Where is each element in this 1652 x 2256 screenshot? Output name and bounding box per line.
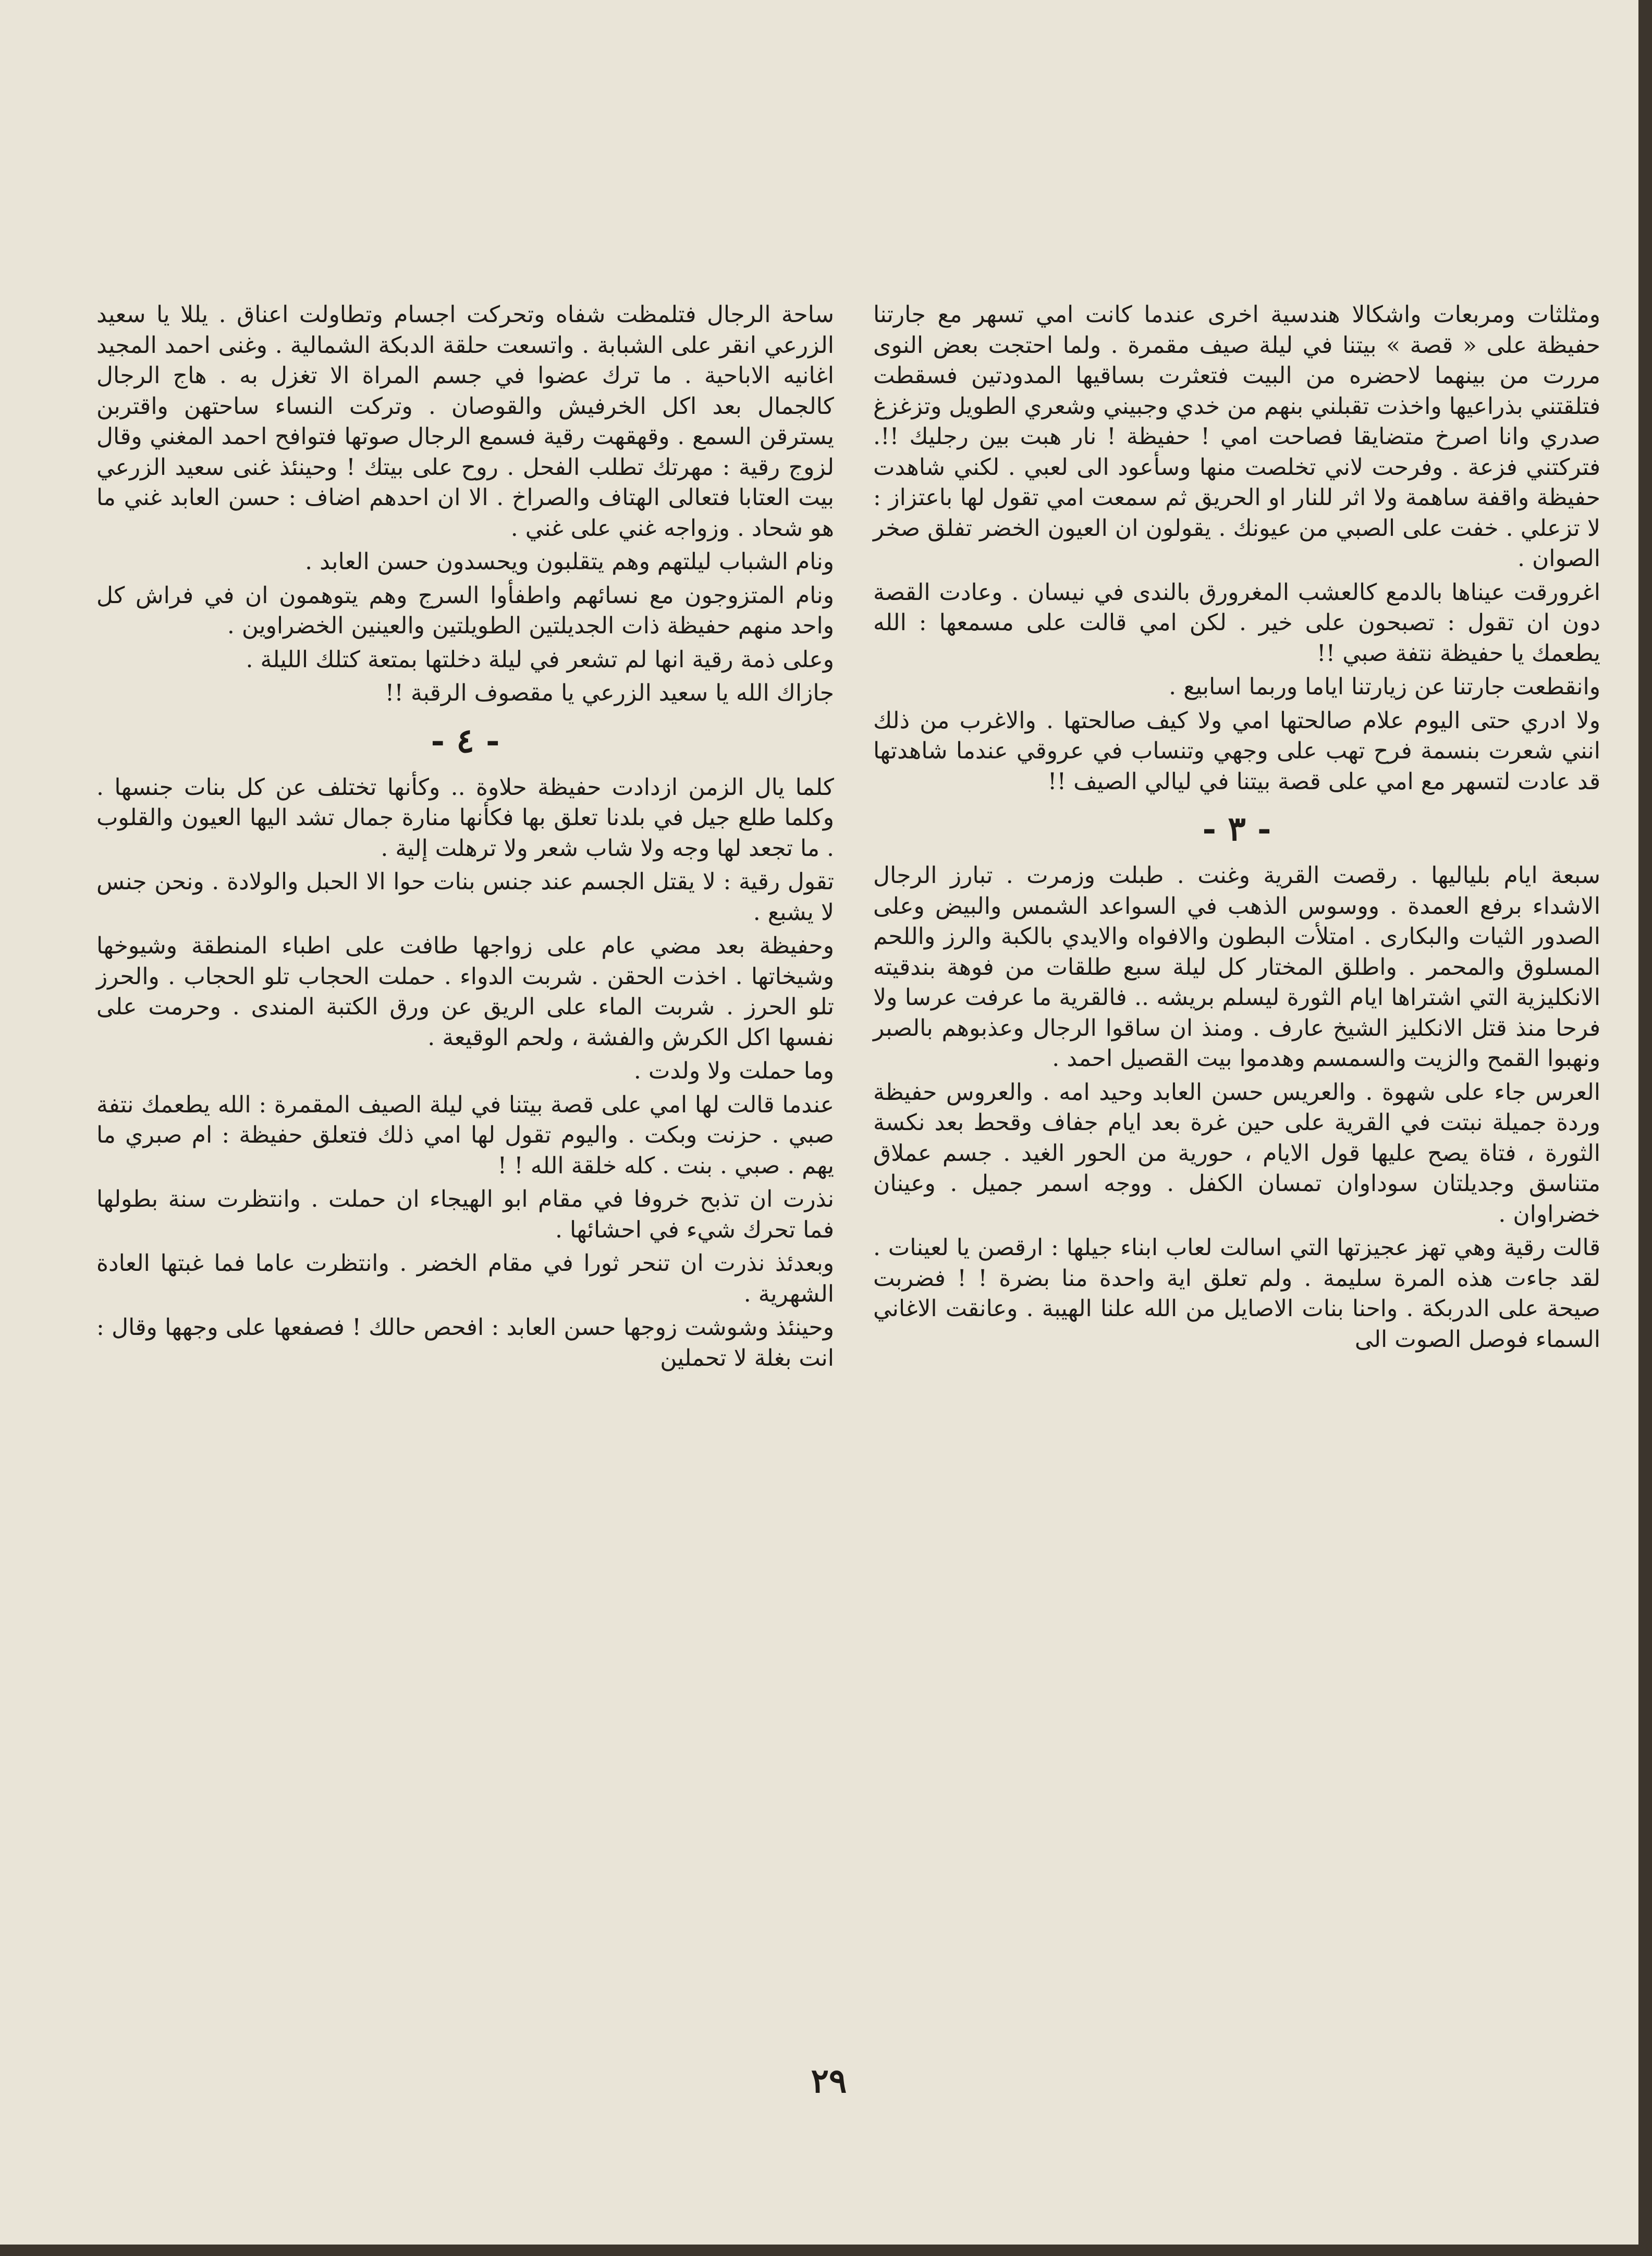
paragraph: وبعدئذ نذرت ان تنحر ثورا في مقام الخضر . وانتظرت عاما فما غبتها العادة الشهرية . [96,1250,834,1307]
paragraph: جازاك الله يا سعيد الزرعي يا مقصوف الرقبة !! [385,680,834,706]
paragraph: تقول رقية : لا يقتل الجسم عند جنس بنات حوا الا الحبل والولادة . ونحن جنس لا يشبع . [96,868,834,926]
paragraph: وانقطعت جارتنا عن زيارتنا اياما وربما اسابيع . [1169,673,1600,700]
section-number: - ٣ - [1202,810,1271,849]
paragraph: عندما قالت لها امي على قصة بيتنا في ليلة الصيف المقمرة : الله يطعمك نتفة صبي . حزنت وبكت . واليوم تقول لها امي ذلك فتعلق حفيظة : ام صبري ما يهم . صبي . بنت . كله خلقة الله ! ! [96,1091,834,1179]
page-edge-right [1638,0,1652,2256]
paragraph: وحفيظة بعد مضي عام على زواجها طافت على اطباء المنطقة وشيوخها وشيخاتها . اخذت الحقن . شربت الدواء . حملت الحجاب تلو الحجاب . والحرز تلو الحرز . شربت الماء على الريق عن ورق الكتبة المندى . وحرمت على نفسها اكل الكرش والفشة ، ولحم الوقيعة . [96,933,834,1051]
page-edge-bottom [0,2245,1652,2256]
paragraph: كلما يال الزمن ازدادت حفيظة حلاوة .. وكأنها تختلف عن كل بنات جنسها . وكلما طلع جيل في بلدنا تعلق بها فكأنها منارة جمال تشد اليها العيون والقلوب . ما تجعد لها وجه ولا شاب شعر ولا ترهلت إلية . [96,774,834,862]
paragraph: اغرورقت عيناها بالدمع كالعشب المغرورق بالندى في نيسان . وعادت القصة دون ان تقول : تصبحون على خير . لكن امي قالت على مسمعها : الله يطعمك يا حفيظة نتفة صبي !! [873,579,1600,667]
paragraph: سبعة ايام بلياليها . رقصت القرية وغنت . طبلت وزمرت . تبارز الرجال الاشداء برفع العمدة . ووسوس الذهب في السواعد الشمس والبيض وعلى الصدور الثيات والبكارى . امتلأت البطون والافواه والايدي بالكبة والرز واللحم المسلوق والمحمر . واطلق المختار كل ليلة سبع طلقات من فوهة بندقيته الانكليزية التي اشتراها ايام الثورة ليسلم بريشه .. فالقرية ما عرفت عرسا ولا فرحا منذ قتل الانكليز الشيخ عارف . ومنذ ان ساقوا الرجال وعذبوهم بالصبر ونهبوا القمح والزيت والسمسم وهدموا بيت القصيل احمد . [873,862,1600,1072]
paragraph: العرس جاء على شهوة . والعريس حسن العابد وحيد امه . والعروس حفيظة وردة جميلة نبتت في القرية على حين غرة بعد ايام جفاف وقحط بعد نكسة الثورة ، فتاة يصح عليها قول الايام ، حورية من الحور الغيد . جسم عملاق متناسق وجديلتان سوداوان تمسان الكفل . ووجه اسمر جميل . وعينان خضراوان . [873,1078,1600,1228]
paragraph: ونام الشباب ليلتهم وهم يتقلبون ويحسدون حسن العابد . [305,548,834,575]
paragraph: وحينئذ وشوشت زوجها حسن العابد : افحص حالك ! فصفعها على وجهها وقال : انت بغلة لا تحملين [96,1314,834,1371]
paragraph: ومثلثات ومربعات واشكالا هندسية اخرى عندما كانت امي تسهر مع جارتنا حفيظة على « قصة » بيتنا في ليلة صيف مقمرة . ولما احتجت بعض النوى مررت من بينهما لاحضره من البيت فتعثرت بساقيها المدودتين فسقطت فتلقتني بذراعيها واخذت تقبلني بنهم من خدي وجبيني وشعري الطويل وتزغزغ صدري وانا اصرخ متضايقا فصاحت امي ! حفيظة ! نار هبت بين رجليك !!. فتركتني فزعة . وفرحت لاني تخلصت منها وسأعود الى لعبي . لكني شاهدت حفيظة واقفة ساهمة ولا اثر للنار او الحريق ثم سمعت امي تقول لها باعتزاز : لا تزعلي . خفت على الصبي من عيونك . يقولون ان العيون الخضر تفلق صخر الصوان . [873,301,1601,572]
page-number: ٢٩ [811,2062,847,2101]
paragraph: نذرت ان تذبح خروفا في مقام ابو الهيجاء ان حملت . وانتظرت سنة بطولها فما تحرك شيء في احشائها . [96,1186,834,1243]
paragraph: وعلى ذمة رقية انها لم تشعر في ليلة دخلتها بمتعة كتلك الليلة . [246,646,834,673]
paragraph: وما حملت ولا ولدت . [633,1058,834,1084]
paragraph: ساحة الرجال فتلمظت شفاه وتحركت اجسام وتطاولت اعناق . يللا يا سعيد الزرعي انقر على الشبابة . واتسعت حلقة الدبكة الشمالية . وغنى احمد المجيد اغانيه الاباحية . ما ترك عضوا في جسم المراة الا تغزل به . هاج الرجال كالجمال بعد اكل الخرفيش والقوصان . وتركت النساء ساحتهن واقتربن يسترقن السمع . وقهقهت رقية فسمع الرجال صوتها فتوافح احمد المغني وقال لزوج رقية : مهرتك تطلب الفحل . روح على بيتك ! وحينئذ غنى سعيد الزرعي بيت العتابا فتعالى الهتاف والصراخ . الا ان احدهم اضاف : حسن العابد غني ما هو شحاد . وزواجه غني على غني . [96,301,834,542]
paragraph: ونام المتزوجون مع نسائهم واطفأوا السرج وهم يتوهمون ان في فراش كل واحد منهم حفيظة ذات الجديلتين الطويلتين والعينين الخضراوين . [96,582,834,639]
text-column-right [873,300,1600,1358]
text-column-left [96,300,834,1377]
paragraph: ولا ادري حتى اليوم علام صالحتها امي ولا كيف صالحتها . والاغرب من ذلك انني شعرت بنسمة فرح تهب على وجهي وتنساب في عروقي عندما شاهدتها قد عادت لتسهر مع امي على قصة بيتنا في ليالي الصيف !! [873,707,1600,795]
section-number: - ٤ - [431,721,500,761]
paragraph: قالت رقية وهي تهز عجيزتها التي اسالت لعاب ابناء جيلها : ارقصن يا لعينات . لقد جاءت هذه المرة سليمة . ولم تعلق اية واحدة منا بضرة ! ! فضربت صيحة على الدربكة . واحنا بنات الاصايل من الله علنا الهيبة . وعانقت الاغاني السماء فوصل الصوت الى [873,1234,1600,1353]
